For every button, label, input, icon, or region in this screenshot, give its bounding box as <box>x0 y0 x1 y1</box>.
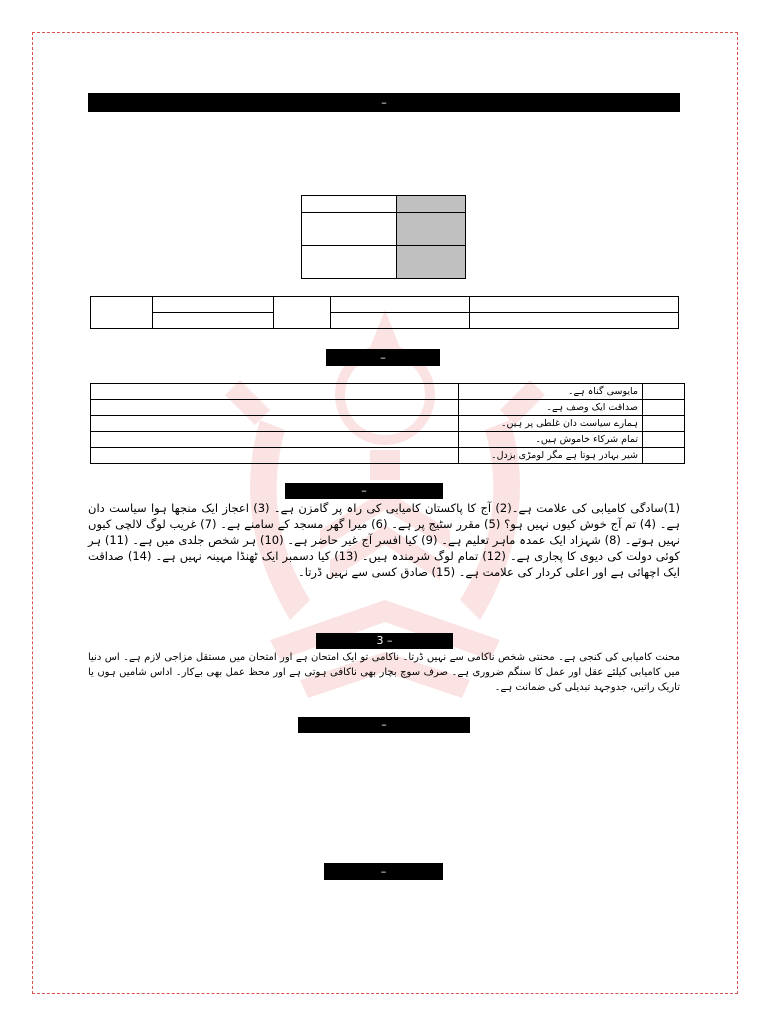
section-header-bar: – <box>88 93 680 112</box>
numbered-sentences-paragraph: (1)سادگی کامیابی کی علامت ہے۔(2) آج کا پاکستان کامیابی کی راہ پر گامزن ہے۔ (3) اعجاز ایک منجھا ہوا سیاست دان ہے۔ (4) تم آج خوش کیوں نہیں ہو؟ (5) مقرر سٹیج پر ہے۔ (6) میرا گھر مسجد کے سامنے ہے۔ (7) غریب لوگ لالچی کیوں نہیں ہوتے۔ (8) شہزاد ایک عمدہ ماہر تعلیم ہے۔ (9) کیا افسر آج غیر حاضر ہے۔ (10) ہر شخص جلدی میں ہے۔ (11) ہر کوئی دولت کی دیوی کا پجاری ہے۔ (12) تمام لوگ شرمندہ ہیں۔ (13) کیا دسمبر ایک ٹھنڈا مہینہ نہیں ہے۔ (14) صداقت ایک اچھائی ہے اور اعلی کردار کی علامت ہے۔ (15) صادق کسی سے نہیں ڈرتا۔ <box>88 501 681 579</box>
table-cell <box>91 448 459 464</box>
section-header-bar: – <box>298 717 470 733</box>
table-cell <box>91 384 459 400</box>
table-cell <box>643 448 685 464</box>
table-row <box>91 400 685 416</box>
empty-grid-table <box>301 195 466 279</box>
empty-wide-table <box>90 296 679 329</box>
table-cell <box>397 196 466 213</box>
table-row <box>91 384 685 400</box>
table-cell <box>302 213 397 246</box>
table-row <box>91 432 685 448</box>
table-cell <box>397 246 466 279</box>
table-row <box>91 416 685 432</box>
sentence-cell: صداقت ایک وصف ہے۔ <box>459 400 643 416</box>
table-cell <box>470 297 679 313</box>
sentence-cell: ہمارے سیاست دان غلطی پر ہیں۔ <box>459 416 643 432</box>
table-cell <box>643 432 685 448</box>
table-cell <box>91 297 153 329</box>
sentence-cell: تمام شرکاء خاموش ہیں۔ <box>459 432 643 448</box>
sentence-cell: شیر بہادر ہوتا ہے مگر لومڑی بزدل۔ <box>459 448 643 464</box>
table-cell <box>91 416 459 432</box>
section-header-bar: – <box>326 349 440 366</box>
table-cell <box>91 432 459 448</box>
table-cell <box>331 297 470 313</box>
table-cell <box>470 313 679 329</box>
table-cell <box>302 246 397 279</box>
table-cell <box>331 313 470 329</box>
section-header-bar: 3 – <box>316 633 453 649</box>
table-cell <box>643 416 685 432</box>
table-cell <box>91 400 459 416</box>
table-cell <box>397 213 466 246</box>
table-row <box>91 448 685 464</box>
section-header-bar: – <box>285 483 443 499</box>
sentence-cell: مایوسی گناہ ہے۔ <box>459 384 643 400</box>
table-cell <box>643 400 685 416</box>
section-header-bar: – <box>324 863 443 880</box>
table-cell <box>274 297 331 329</box>
table-cell <box>153 297 274 313</box>
table-cell <box>153 313 274 329</box>
table-cell <box>643 384 685 400</box>
table-cell <box>302 196 397 213</box>
essay-paragraph: محنت کامیابی کی کنجی ہے۔ محنتی شخص ناکامی سے نہیں ڈرتا۔ ناکامی تو ایک امتحان ہے اور امتحان میں مستقل مزاجی لازم ہے۔ اس دنیا میں کامیابی کیلئے عقل اور عمل کا سنگم ضروری ہے۔ صرف سوچ بچار بھی ناکافی ہوتی ہے اور محظ عمل بھی بےکار۔ اداس شامیں ہوں یا تاریک راتیں، جدوجہد تبدیلی کی ضمانت ہے۔ <box>88 652 680 693</box>
sentence-table <box>90 383 685 464</box>
